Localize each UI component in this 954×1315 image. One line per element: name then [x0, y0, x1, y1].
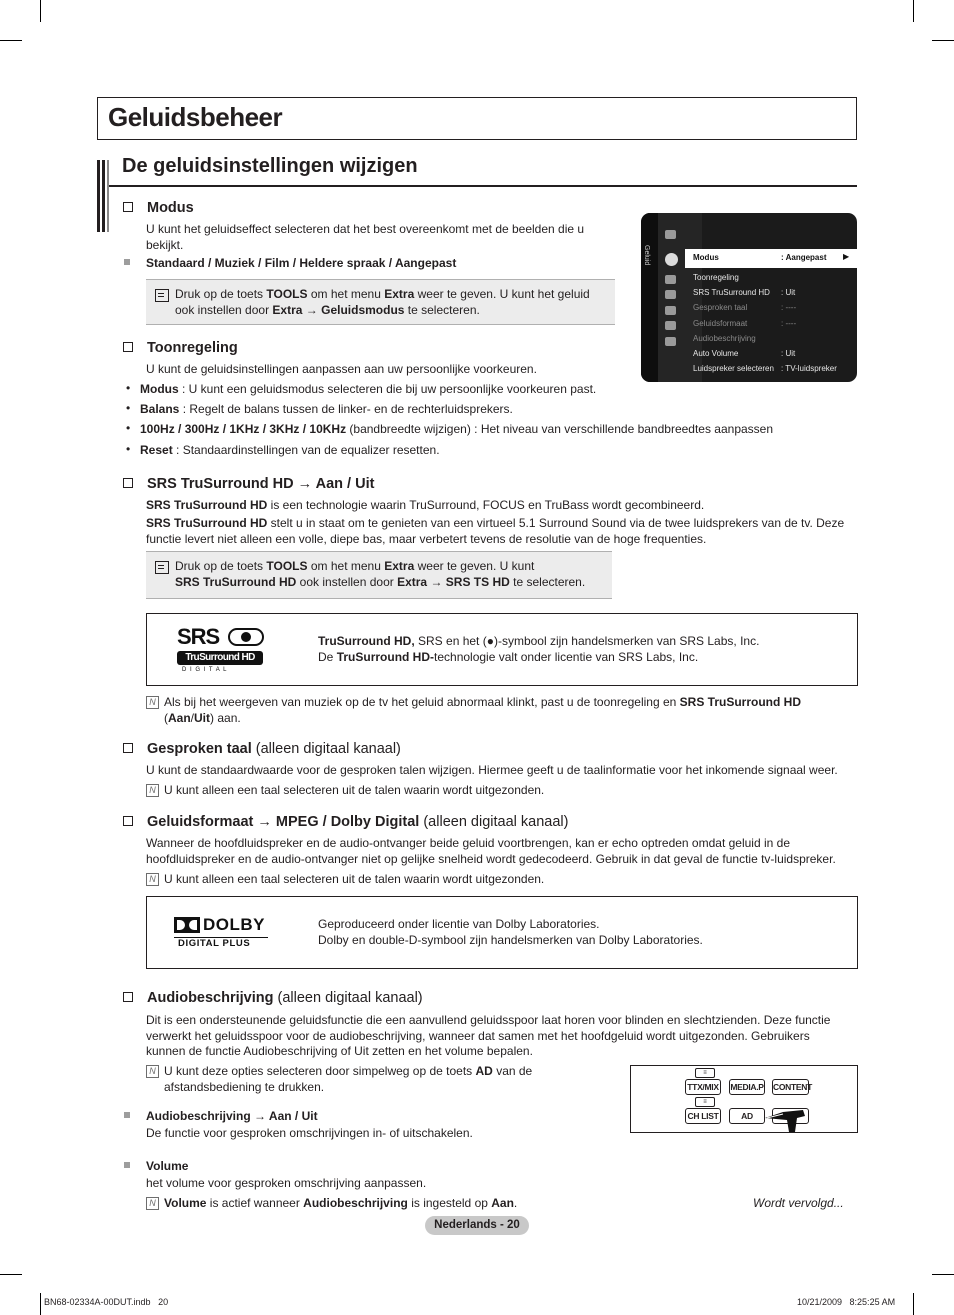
audiobeschrijving-heading: Audiobeschrijving (alleen digitaal kanaal) — [123, 990, 423, 1006]
page-title-box — [97, 97, 857, 140]
tools-tip-icon — [155, 561, 169, 574]
geluidsformaat-desc: Wanneer de hoofdluidspreker en de audio-ontvanger beide geluid voortbrengen, kan er echo optreden omdat geluid in de hoofdluidspreker en de audio-ontvanger niet op gelijke snelheid wordt gedecodeerd. Gebruik in dat geval de functie tv-luidspreker. — [146, 836, 836, 866]
sound-menu-screenshot — [641, 213, 857, 382]
picture-icon — [665, 230, 676, 239]
menu-arrow-icon: ▶ — [843, 252, 850, 261]
ch-list-button: CH LIST — [685, 1108, 721, 1124]
srs-tip-box: Druk op de toets TOOLS om het menu Extra weer te geven. U kunt SRS TruSurround HD ook instellen door Extra → SRS TS HD te selecteren. — [146, 551, 612, 599]
section-title: De geluidsinstellingen wijzigen — [122, 155, 418, 177]
ad-button: AD — [729, 1108, 765, 1124]
toonregeling-bullet: Reset : Standaardinstellingen van de equalizer resetten. — [140, 443, 440, 457]
bullet-dot: • — [126, 442, 131, 456]
srs-symbol-icon — [228, 628, 264, 646]
menu-value: : Uit — [781, 349, 796, 358]
srs-license-text: TruSurround HD, SRS en het (●)-symbool zijn handelsmerken van SRS Labs, Inc. De TruSurround HD-technologie valt onder licentie van SRS Labs, Inc. — [318, 634, 760, 664]
crop-mark — [0, 1274, 22, 1275]
print-file-name: BN68-02334A-00DUT.indb 20 — [44, 1297, 169, 1307]
checkbox-bullet-icon — [123, 342, 133, 352]
section-rule — [109, 185, 857, 187]
remote-illustration — [630, 1065, 858, 1133]
volume-note: Volume is actief wanneer Audiobeschrijving is ingesteld op Aan. — [164, 1196, 518, 1210]
tools-tip-icon — [155, 289, 169, 302]
note-icon: N — [146, 1197, 159, 1210]
menu-value-modus: : Aangepast — [781, 253, 827, 262]
dolby-logo-box — [146, 896, 858, 969]
setup-icon — [665, 290, 676, 299]
channel-icon — [665, 275, 676, 284]
geluidsformaat-note: U kunt alleen een taal selecteren uit de talen waarin wordt uitgezonden. — [164, 872, 545, 886]
print-date: 10/21/2009 8:25:25 AM — [797, 1297, 896, 1307]
geluidsformaat-heading: Geluidsformaat → MPEG / Dolby Digital (alleen digitaal kanaal) — [123, 814, 568, 830]
checkbox-bullet-icon — [123, 743, 133, 753]
toonregeling-bullet: Modus : U kunt een geluidsmodus selecteren die bij uw persoonlijke voorkeuren past. — [140, 382, 597, 396]
menu-item: Toonregeling — [693, 273, 739, 282]
ttx-mix-button: TTX/MIX — [685, 1079, 721, 1095]
crop-mark — [0, 40, 22, 41]
menu-item: Gesproken taal — [693, 303, 748, 312]
crop-mark — [913, 1293, 914, 1315]
input-icon — [665, 306, 676, 315]
square-bullet — [124, 1112, 130, 1118]
menu-value: : ---- — [781, 303, 797, 312]
audiobeschrijving-sub1-desc: De functie voor gesproken omschrijvingen in- of uitschakelen. — [146, 1126, 473, 1140]
content-button: CONTENT — [772, 1079, 809, 1095]
toonregeling-bullet: 100Hz / 300Hz / 1KHz / 3KHz / 10KHz (bandbreedte wijzigen) : Het niveau van verschillende bandbreedtes aanpassen — [140, 422, 774, 436]
audiobeschrijving-note: U kunt deze opties selecteren door simpelweg op de toets AD van de afstandsbediening te drukken. — [164, 1064, 533, 1094]
gesproken-taal-note: U kunt alleen een taal selecteren uit de talen waarin wordt uitgezonden. — [164, 783, 545, 797]
modus-tip-box: Druk op de toets TOOLS om het menu Extra weer te geven. U kunt het geluid ook instellen door Extra → Geluidsmodus te selecteren. — [146, 279, 615, 325]
menu-side-label: Geluid — [643, 245, 650, 266]
crop-mark — [932, 1274, 954, 1275]
menu-value: : TV-luidspreker — [781, 364, 837, 373]
crop-mark — [932, 40, 954, 41]
srs-paragraph-2: SRS TruSurround HD stelt u in staat om te genieten van een virtueel 5.1 Surround Sound via de twee luidsprekers van de tv. Deze functie levert niet alleen een volle, diepe bas, maar verbetert tevens de resolutie van de hoge frequenties. — [146, 516, 845, 546]
square-bullet — [124, 259, 130, 265]
support-icon — [665, 337, 676, 346]
remote-small-icon: ≡ — [695, 1097, 715, 1107]
modus-desc: U kunt het geluidseffect selecteren dat het best overeenkomt met de beelden die u bekijkt. — [146, 222, 585, 252]
checkbox-bullet-icon — [123, 992, 133, 1002]
menu-item: Audiobeschrijving — [693, 334, 756, 343]
menu-value: : Uit — [781, 288, 796, 297]
crop-mark — [40, 0, 41, 22]
toonregeling-bullet: Balans : Regelt de balans tussen de linker- en de rechterluidsprekers. — [140, 402, 513, 416]
section-bars — [97, 160, 109, 232]
audiobeschrijving-desc: Dit is een ondersteunende geluidsfunctie die een aanvullend geluidsspoor laat horen voor blinden en slechtzienden. Deze functie verwerkt het geluidsspoor voor de audiobeschrijving, wanneer dat samen met het hoofdgeluid wordt uitgezonden. Gebruikers kunnen de functie Audiobeschrijving of Uit zetten en het volume bepalen. — [146, 1013, 831, 1058]
bullet-dot: • — [126, 421, 131, 435]
continued-text: Wordt vervolgd... — [753, 1196, 844, 1210]
gesproken-taal-desc: U kunt de standaardwaarde voor de gesproken talen wijzigen. Hiermee geeft u de taalinformatie voor het inkomende signaal weer. — [146, 763, 838, 777]
bullet-dot: • — [126, 381, 131, 395]
checkbox-bullet-icon — [123, 478, 133, 488]
checkbox-bullet-icon — [123, 202, 133, 212]
srs-heading: SRS TruSurround HD → Aan / Uit — [123, 476, 374, 492]
note-icon: N — [146, 784, 159, 797]
modus-options: Standaard / Muziek / Film / Heldere spraak / Aangepast — [146, 256, 457, 270]
audiobeschrijving-sub1-title: Audiobeschrijving → Aan / Uit — [146, 1109, 318, 1123]
remote-note-icon: N — [146, 1065, 159, 1078]
remote-small-icon: ≡ — [695, 1068, 715, 1078]
double-d-icon — [174, 917, 200, 933]
crop-mark — [40, 1293, 41, 1315]
note-icon: N — [146, 873, 159, 886]
menu-item-modus: Modus — [693, 253, 719, 262]
menu-item: Geluidsformaat — [693, 319, 748, 328]
checkbox-bullet-icon — [123, 816, 133, 826]
toonregeling-desc: U kunt de geluidsinstellingen aanpassen aan uw persoonlijke voorkeuren. — [146, 362, 537, 376]
menu-item: Luidspreker selecteren — [693, 364, 774, 373]
pointing-hand-icon — [765, 1104, 809, 1132]
srs-note: Als bij het weergeven van muziek op de tv het geluid abnormaal klinkt, past u de toonregeling en SRS TruSurround HD (Aan/Uit) aan. — [164, 695, 801, 725]
modus-heading: Modus — [123, 200, 194, 216]
application-icon — [665, 321, 676, 330]
menu-item: SRS TruSurround HD — [693, 288, 770, 297]
media-p-button: MEDIA.P — [729, 1079, 765, 1095]
srs-logo: SRS TruSurround HD D I G I T A L — [176, 626, 266, 676]
audiobeschrijving-sub2-title: Volume — [146, 1159, 189, 1173]
srs-paragraph-1: SRS TruSurround HD is een technologie waarin TruSurround, FOCUS en TruBass wordt gecombineerd. — [146, 498, 705, 512]
toonregeling-heading: Toonregeling — [123, 340, 238, 356]
square-bullet — [124, 1162, 130, 1168]
sound-icon — [665, 253, 678, 266]
gesproken-taal-heading: Gesproken taal (alleen digitaal kanaal) — [123, 741, 401, 757]
audiobeschrijving-sub2-desc: het volume voor gesproken omschrijving aanpassen. — [146, 1176, 427, 1190]
menu-value: : ---- — [781, 319, 797, 328]
page-number-badge: Nederlands - 20 — [425, 1216, 529, 1235]
page-title: Geluidsbeheer — [108, 102, 283, 132]
dolby-license-text: Geproduceerd onder licentie van Dolby Laboratories. Dolby en double-D-symbool zijn handelsmerken van Dolby Laboratories. — [318, 917, 703, 947]
menu-item: Auto Volume — [693, 349, 739, 358]
dolby-logo: DOLBY DIGITAL PLUS — [172, 916, 272, 950]
crop-mark — [913, 0, 914, 22]
note-icon: N — [146, 696, 159, 709]
bullet-dot: • — [126, 401, 131, 415]
srs-logo-box — [146, 613, 858, 686]
